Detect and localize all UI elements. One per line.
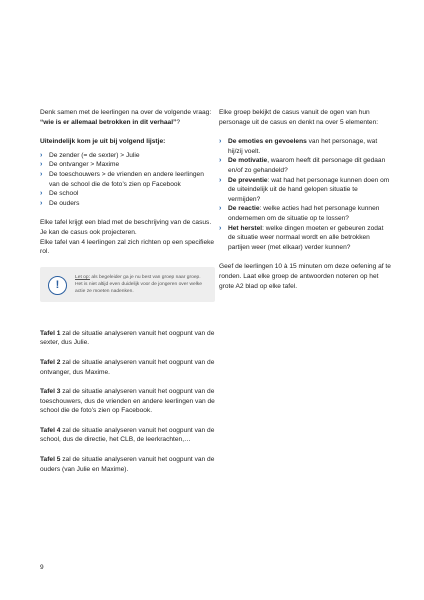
element-text: van het personage, wat hij/zij voelt. [228, 138, 378, 155]
intro-paragraph [40, 108, 215, 127]
table-label: Tafel 5 [40, 456, 61, 464]
note-lead: Let op: [75, 274, 90, 280]
intro-question: “wie is er allemaal betrokken in dit verhaal” [40, 118, 177, 126]
closing-paragraph: Geef de leerlingen 10 à 15 minuten om deze oefening af te ronden. Laat elke groep de antwoorden noteren op het grote A2 blad op elke tafel. [219, 263, 391, 290]
table-text: zal de situatie analyseren vanuit het oogpunt van de school, dus de directie, het CLB, de leerkrachten,… [40, 426, 215, 444]
list-item [219, 156, 391, 175]
list-item [40, 189, 215, 199]
list-item [219, 224, 391, 253]
chevron-right-icon: › [219, 176, 222, 184]
list-item [219, 204, 391, 223]
list-item [40, 151, 215, 161]
roles-paragraph: Elke tafel van 4 leerlingen zal zich richten op een specifieke rol. [40, 238, 215, 256]
table-label: Tafel 3 [40, 388, 61, 396]
stakeholder-list [40, 151, 215, 209]
note-box [40, 267, 215, 302]
table-paragraph [40, 329, 215, 348]
list-item [219, 176, 391, 205]
list-item [40, 199, 215, 209]
note-text [75, 274, 209, 295]
elements-list [219, 137, 391, 252]
table-text: zal de situatie analyseren vanuit het oogpunt van de ouders (van Julie en Maxime). [40, 456, 215, 473]
chevron-right-icon: › [219, 157, 222, 165]
element-term: De emoties en gevoelens [228, 138, 307, 146]
element-text: : welke dingen moeten er gebeuren zodat de situatie weer normaal wordt en alle betrokken partijen weer (met elkaar) verder kunnen? [228, 224, 384, 251]
table-paragraph [40, 387, 215, 416]
chevron-right-icon: › [40, 190, 43, 198]
element-text: : wat had het personage kunnen doen om de uiteindelijk uit de hand gelopen situatie te vermijden? [228, 176, 390, 203]
table-text: zal de situatie analyseren vanuit het oogpunt van de sexter, dus Julie. [40, 329, 215, 347]
element-text: , waarom heeft dit personage dit gedaan en/of zo gehandeld? [228, 157, 386, 174]
right-intro: Elke groep bekijkt de casus vanuit de ogen van hun personage uit de casus en denkt na over 5 elementen: [219, 109, 379, 126]
chevron-right-icon: › [219, 205, 222, 213]
casus-paragraph: Elke tafel krijgt een blad met de beschrijving van de casus. Je kan de casus ook projecteren. [40, 219, 212, 236]
chevron-right-icon: › [40, 161, 43, 169]
table-label: Tafel 4 [40, 426, 61, 434]
chevron-right-icon: › [219, 224, 222, 232]
chevron-right-icon: › [40, 199, 43, 207]
right-column [219, 108, 391, 291]
intro-prefix: Denk samen met de leerlingen na over de volgende vraag: [40, 109, 212, 116]
list-title: Uiteindelijk kom je uit bij volgend lijstje: [40, 138, 166, 146]
list-item [40, 160, 215, 170]
element-term: Het herstel [228, 224, 263, 232]
list-item-text: De ontvanger > Maxime [49, 161, 120, 169]
table-text: zal de situatie analyseren vanuit het oogpunt van de toeschouwers, dus de vrienden en andere leerlingen van de school die de foto’s zien op Facebook. [40, 388, 215, 415]
chevron-right-icon: › [40, 170, 43, 178]
note-body: als begeleider ga je nu best van groep naar groep. Het is niet altijd even duidelijk voor de jongeren over welke actie ze moeten nadenken. [75, 274, 202, 294]
exclamation-icon: ! [48, 276, 67, 295]
intro-suffix: ? [176, 118, 180, 126]
table-paragraph [40, 358, 215, 377]
chevron-right-icon: › [219, 138, 222, 146]
element-term: De reactie [228, 205, 260, 213]
element-term: De preventie [228, 176, 268, 184]
table-paragraph [40, 426, 215, 445]
list-item [40, 170, 215, 189]
list-item-text: De school [49, 190, 79, 198]
table-text: zal de situatie analyseren vanuit het oogpunt van de ontvanger, dus Maxime. [40, 358, 215, 376]
list-item [219, 137, 391, 156]
table-label: Tafel 2 [40, 358, 61, 366]
element-text: : welke acties had het personage kunnen ondernemen om de situatie op te lossen? [228, 205, 380, 222]
chevron-right-icon: › [40, 151, 43, 159]
list-item-text: De ouders [49, 199, 80, 207]
table-label: Tafel 1 [40, 329, 61, 337]
list-item-text: De zender (= de sexter) > Julie [49, 151, 140, 159]
page-number: 9 [40, 564, 44, 571]
element-term: De motivatie [228, 157, 268, 165]
list-item-text: De toeschouwers > de vrienden en andere leerlingen van de school die de foto’s zien op Facebook [49, 170, 204, 188]
table-paragraph [40, 455, 215, 474]
left-column [40, 108, 215, 474]
